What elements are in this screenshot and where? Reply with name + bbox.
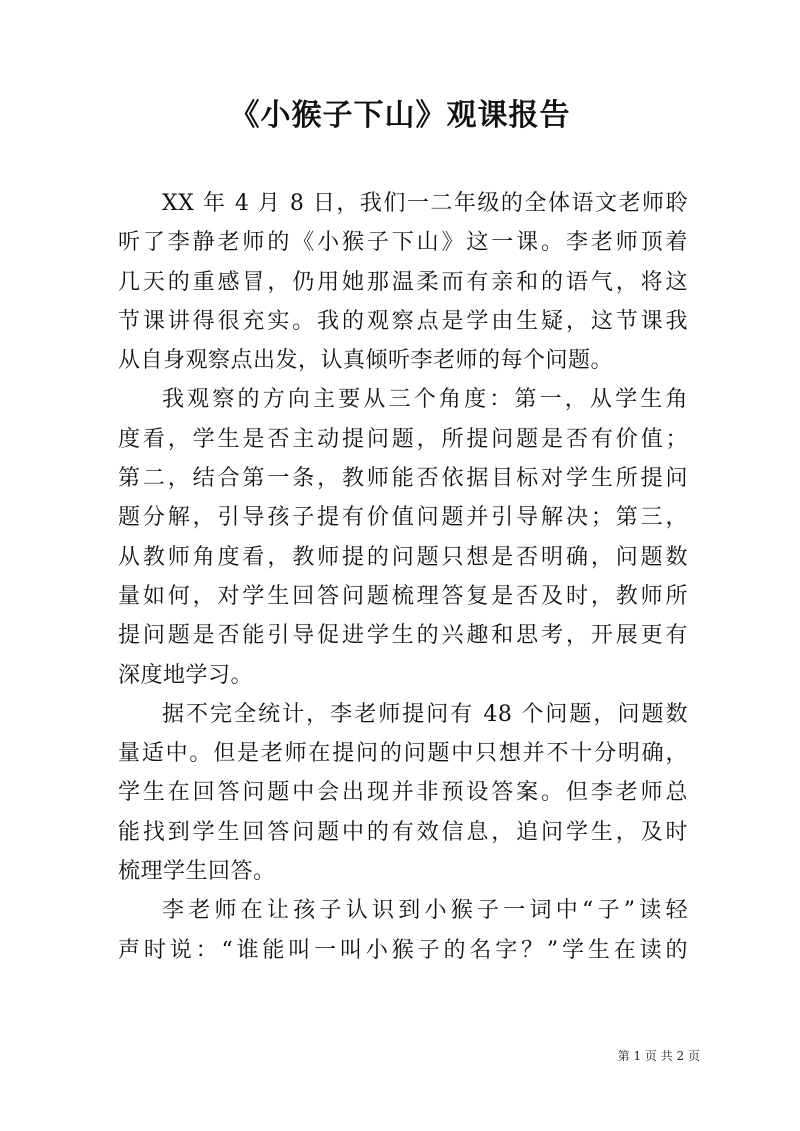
paragraph-line: 量适中。但是老师在提问的问题中只想并不十分明确， xyxy=(118,741,688,767)
paragraph-line: 第二，结合第一条，教师能否依据目标对学生所提问 xyxy=(118,466,688,492)
paragraph-line: 梳理学生回答。 xyxy=(118,859,276,885)
paragraph-line: 度看，学生是否主动提问题，所提问题是否有价值； xyxy=(118,426,688,452)
paragraph-line: 节课讲得很充实。我的观察点是学由生疑，这节课我 xyxy=(118,308,688,334)
paragraph-line: 题分解，引导孩子提有价值问题并引导解决；第三， xyxy=(118,505,688,531)
paragraph-2 xyxy=(118,380,688,694)
paragraph-line: 声时说：“谁能叫一叫小猴子的名字？”学生在读的 xyxy=(118,937,688,963)
paragraph-line: 几天的重感冒，仍用她那温柔而有亲和的语气，将这 xyxy=(118,269,688,295)
document-body xyxy=(118,184,688,970)
paragraph-3 xyxy=(118,695,688,891)
paragraph-line: 从自身观察点出发，认真倾听李老师的每个问题。 xyxy=(118,348,614,374)
paragraph-line: 听了李静老师的《小猴子下山》这一课。李老师顶着 xyxy=(118,230,688,256)
paragraph-line: 据不完全统计，李老师提问有 48 个问题，问题数 xyxy=(162,701,688,727)
paragraph-line: 学生在回答问题中会出现并非预设答案。但李老师总 xyxy=(118,780,688,806)
paragraph-line: 我观察的方向主要从三个角度：第一，从学生角 xyxy=(162,387,688,413)
paragraph-1 xyxy=(118,184,688,380)
paragraph-line: 提问题是否能引导促进学生的兴趣和思考，开展更有 xyxy=(118,623,688,649)
paragraph-line: XX 年 4 月 8 日，我们一二年级的全体语文老师聆 xyxy=(162,191,688,216)
paragraph-line: 能找到学生回答问题中的有效信息，追问学生，及时 xyxy=(118,819,688,845)
document-title: 《小猴子下山》观课报告 xyxy=(229,98,571,133)
paragraph-line: 量如何，对学生回答问题梳理答复是否及时，教师所 xyxy=(118,583,688,609)
paragraph-line: 从教师角度看，教师提的问题只想是否明确，问题数 xyxy=(118,544,688,570)
paragraph-4 xyxy=(118,891,688,970)
paragraph-line: 深度地学习。 xyxy=(118,662,254,688)
paragraph-line: 李老师在让孩子认识到小猴子一词中“子”读轻 xyxy=(162,898,688,924)
page-number: 第 1 页 共 2 页 xyxy=(617,1049,700,1063)
